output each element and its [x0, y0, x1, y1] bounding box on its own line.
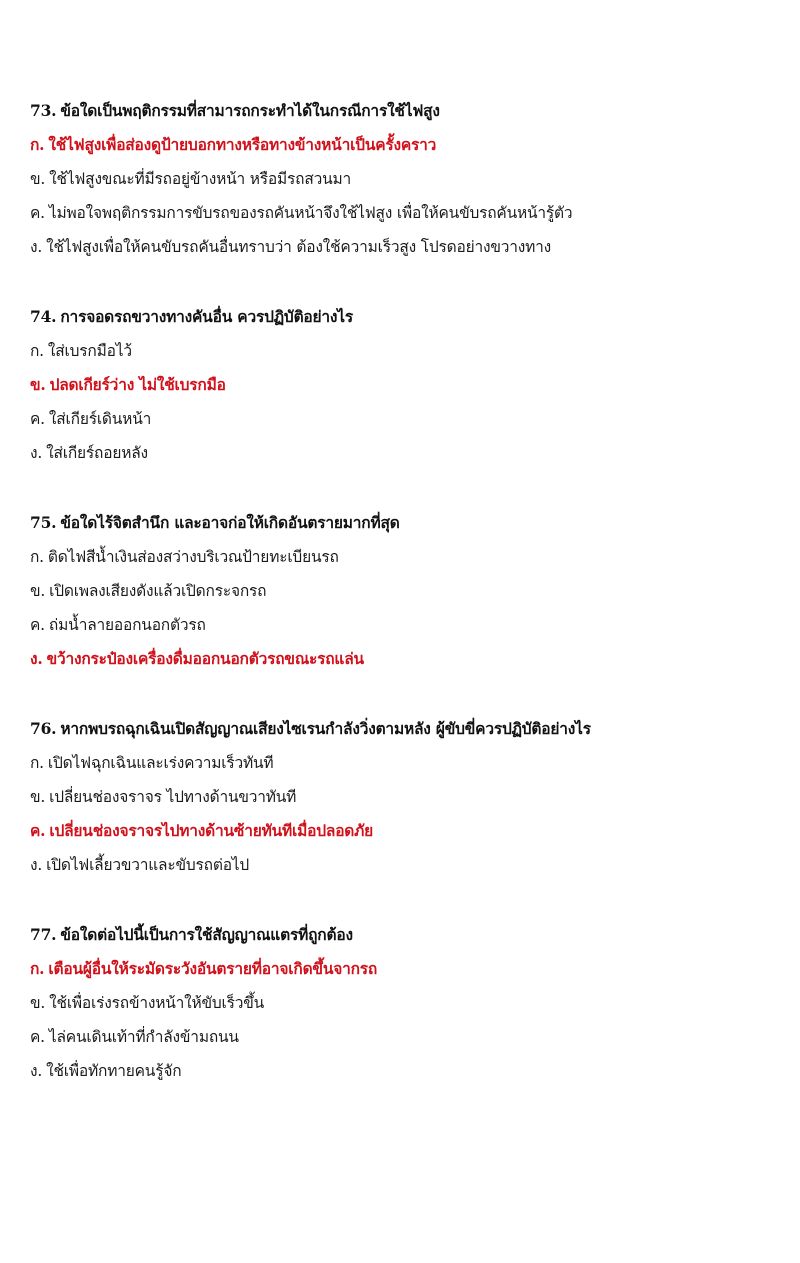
option-letter: ก.	[30, 342, 44, 360]
option-text: ถ่มน้ำลายออกนอกตัวรถ	[48, 616, 206, 634]
option-letter: ง.	[30, 856, 43, 874]
option-letter: ก.	[30, 548, 44, 566]
option-letter: ง.	[30, 444, 43, 462]
question-text: หากพบรถฉุกเฉินเปิดสัญญาณเสียงไซเรนกำลังวิ่งตามหลัง ผู้ขับขี่ควรปฏิบัติอย่างไร	[60, 719, 591, 738]
option-text: เปลี่ยนช่องจราจรไปทางด้านซ้ายทันทีเมื่อปลอดภัย	[49, 821, 374, 840]
option-letter: ก.	[30, 959, 45, 978]
option-text: ใส่เกียร์ถอยหลัง	[46, 444, 148, 462]
option-letter: ข.	[30, 788, 46, 806]
question-74	[30, 300, 790, 470]
question-75	[30, 506, 790, 676]
option-text: ใช้เพื่อทักทายคนรู้จัก	[46, 1062, 182, 1080]
option-text: เปลี่ยนช่องจราจร ไปทางด้านขวาทันที	[49, 788, 297, 806]
question-title	[30, 506, 790, 540]
option	[30, 402, 790, 436]
option-text: ใช้ไฟสูงขณะที่มีรถอยู่ข้างหน้า หรือมีรถสวนมา	[49, 170, 352, 188]
option-text: เปิดเพลงเสียงดังแล้วเปิดกระจกรถ	[49, 582, 267, 600]
option-letter: ข.	[30, 582, 46, 600]
question-number: 73.	[30, 101, 57, 120]
option-text: ใส่เกียร์เดินหน้า	[48, 410, 152, 428]
option-text: ขว้างกระป๋องเครื่องดื่มออกนอกตัวรถขณะรถแล่น	[46, 649, 364, 668]
option	[30, 196, 790, 230]
question-text: ข้อใดไร้จิตสำนึก และอาจก่อให้เกิดอันตรายมากที่สุด	[60, 513, 400, 532]
question-73	[30, 94, 790, 264]
question-number: 76.	[30, 719, 57, 738]
option	[30, 780, 790, 814]
option	[30, 574, 790, 608]
option-letter: ง.	[30, 649, 43, 668]
option-text: ใส่เบรกมือไว้	[47, 342, 132, 360]
option	[30, 162, 790, 196]
option-letter: ข.	[30, 994, 46, 1012]
option-text: ไม่พอใจพฤติกรรมการขับรถของรถคันหน้าจึงใช้ไฟสูง เพื่อให้คนขับรถคันหน้ารู้ตัว	[48, 204, 573, 222]
question-title	[30, 712, 790, 746]
option-correct	[30, 952, 790, 986]
option-text: เตือนผู้อื่นให้ระมัดระวังอันตรายที่อาจเกิดขึ้นจากรถ	[48, 959, 378, 978]
option	[30, 1020, 790, 1054]
question-77	[30, 918, 790, 1088]
question-text: ข้อใดต่อไปนี้เป็นการใช้สัญญาณแตรที่ถูกต้อง	[60, 925, 353, 944]
option	[30, 1054, 790, 1088]
option-letter: ก.	[30, 754, 44, 772]
option-text: ติดไฟสีน้ำเงินส่องสว่างบริเวณป้ายทะเบียนรถ	[47, 548, 339, 566]
quiz-document	[30, 94, 790, 1124]
option-text: ปลดเกียร์ว่าง ไม่ใช้เบรกมือ	[49, 375, 226, 394]
option	[30, 540, 790, 574]
option-letter: ค.	[30, 1028, 45, 1046]
question-text: ข้อใดเป็นพฤติกรรมที่สามารถกระทำได้ในกรณีการใช้ไฟสูง	[60, 101, 440, 120]
option-text: ใช้ไฟสูงเพื่อส่องดูป้ายบอกทางหรือทางข้างหน้าเป็นครั้งคราว	[48, 135, 437, 154]
option	[30, 436, 790, 470]
option-text: ใช้เพื่อเร่งรถข้างหน้าให้ขับเร็วขึ้น	[49, 994, 265, 1012]
question-text: การจอดรถขวางทางคันอื่น ควรปฏิบัติอย่างไร	[60, 307, 354, 326]
option	[30, 848, 790, 882]
option-letter: ข.	[30, 375, 46, 394]
option-letter: ง.	[30, 238, 43, 256]
question-number: 77.	[30, 925, 57, 944]
question-title	[30, 918, 790, 952]
option-text: เปิดไฟฉุกเฉินและเร่งความเร็วทันที	[47, 754, 274, 772]
option-correct	[30, 814, 790, 848]
option-letter: ก.	[30, 135, 45, 154]
question-title	[30, 94, 790, 128]
option-correct	[30, 368, 790, 402]
option	[30, 334, 790, 368]
option-letter: ข.	[30, 170, 46, 188]
option-letter: ค.	[30, 410, 45, 428]
option-letter: ค.	[30, 204, 45, 222]
question-76	[30, 712, 790, 882]
option	[30, 986, 790, 1020]
question-number: 75.	[30, 513, 57, 532]
option-letter: ค.	[30, 616, 45, 634]
option-letter: ค.	[30, 821, 46, 840]
question-number: 74.	[30, 307, 57, 326]
option	[30, 230, 790, 264]
option-text: ใช้ไฟสูงเพื่อให้คนขับรถคันอื่นทราบว่า ต้องใช้ความเร็วสูง โปรดอย่างขวางทาง	[46, 238, 551, 256]
option-letter: ง.	[30, 1062, 43, 1080]
option	[30, 746, 790, 780]
option-text: ไล่คนเดินเท้าที่กำลังข้ามถนน	[48, 1028, 239, 1046]
option	[30, 608, 790, 642]
option-text: เปิดไฟเลี้ยวขวาและขับรถต่อไป	[46, 856, 250, 874]
option-correct	[30, 128, 790, 162]
question-title	[30, 300, 790, 334]
option-correct	[30, 642, 790, 676]
